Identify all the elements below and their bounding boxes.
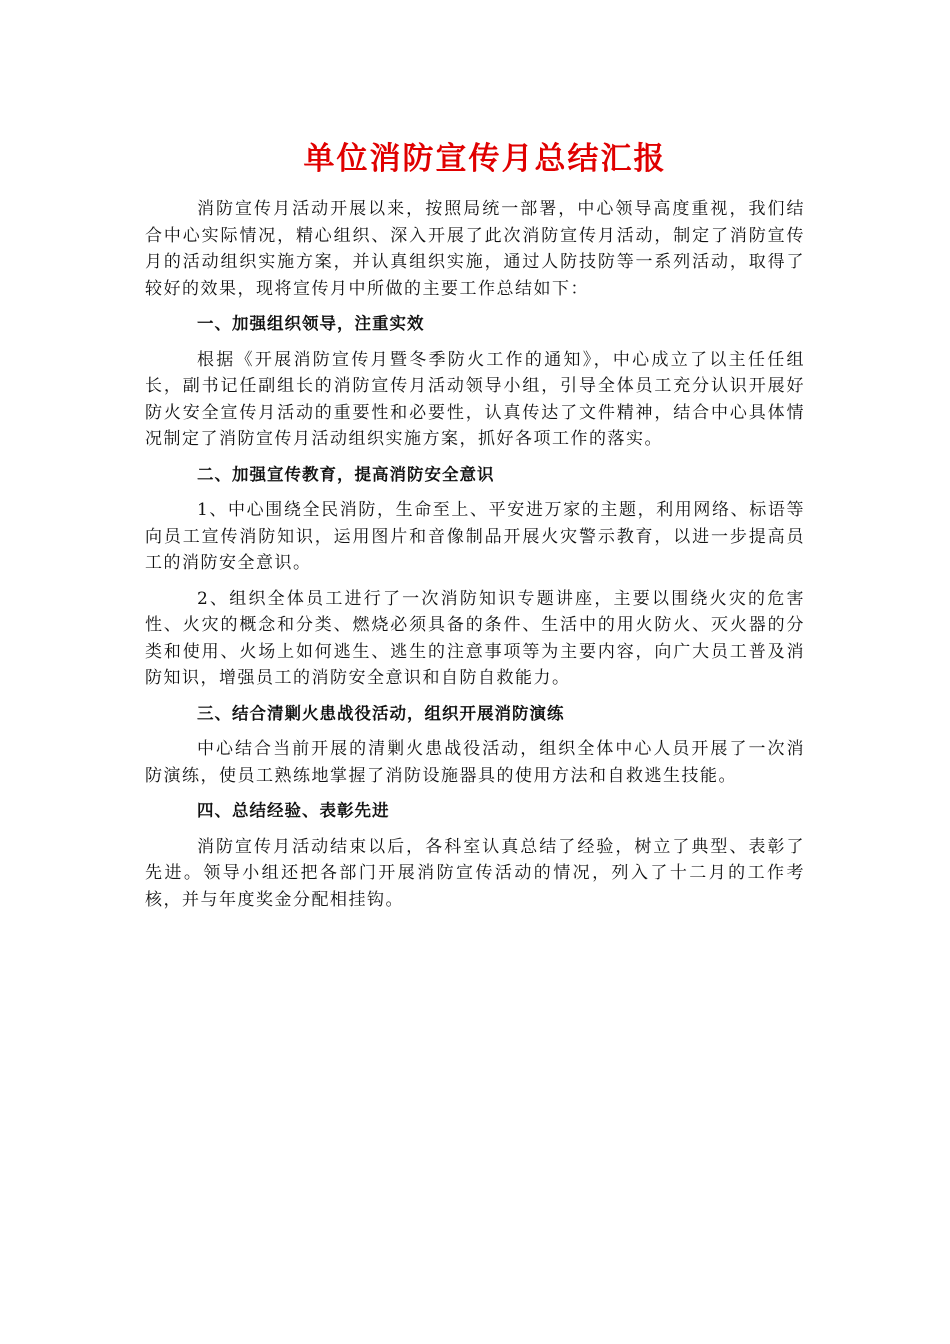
section-heading: 二、加强宣传教育，提高消防安全意识 [197, 464, 495, 484]
section-paragraph: 中心结合当前开展的清剿火患战役活动，组织全体中心人员开展了一次消防演练，使员工熟练地掌握了消防设施器具的使用方法和自救逃生技能。 [145, 739, 805, 786]
document-body [145, 136, 805, 922]
section-publicity-education [145, 462, 805, 692]
section-paragraph: 消防宣传月活动结束以后，各科室认真总结了经验，树立了典型、表彰了先进。领导小组还把各部门开展消防宣传活动的情况，列入了十二月的工作考核，并与年度奖金分配相挂钩。 [145, 836, 805, 910]
document-title: 单位消防宣传月总结汇报 [303, 141, 667, 177]
section-fire-drill [145, 701, 805, 790]
section-heading: 四、总结经验、表彰先进 [197, 801, 390, 820]
section-paragraph: 1、中心围绕全民消防，生命至上、平安进万家的主题，利用网络、标语等向员工宣传消防知识，运用图片和音像制品开展火灾警示教育，以进一步提高员工的消防安全意识。 [145, 500, 805, 573]
section-paragraph: 2、组织全体员工进行了一次消防知识专题讲座，主要以围绕火灾的危害性、火灾的概念和分类、燃烧必须具备的条件、生活中的用火防火、灭火器的分类和使用、火场上如何逃生、逃生的注意事项等为主要内容，向广大员工普及消防知识，增强员工的消防安全意识和自防自救能力。 [145, 588, 805, 688]
section-heading: 一、加强组织领导，注重实效 [197, 314, 425, 333]
section-summary-commendation [145, 798, 805, 913]
section-heading: 三、结合清剿火患战役活动，组织开展消防演练 [197, 703, 565, 723]
section-paragraph: 根据《开展消防宣传月暨冬季防火工作的通知》，中心成立了以主任任组长，副书记任副组长的消防宣传月活动领导小组，引导全体员工充分认识开展好防火安全宣传月活动的重要性和必要性，认真传达了文件精神，结合中心具体情况制定了消防宣传月活动组织实施方案，抓好各项工作的落实。 [145, 349, 805, 449]
intro-paragraph: 消防宣传月活动开展以来，按照局统一部署，中心领导高度重视，我们结合中心实际情况，精心组织、深入开展了此次消防宣传月活动，制定了消防宣传月的活动组织实施方案，并认真组织实施，通过人防技防等一系列活动，取得了较好的效果，现将宣传月中所做的主要工作总结如下： [145, 199, 805, 299]
section-organization-leadership [145, 311, 805, 453]
